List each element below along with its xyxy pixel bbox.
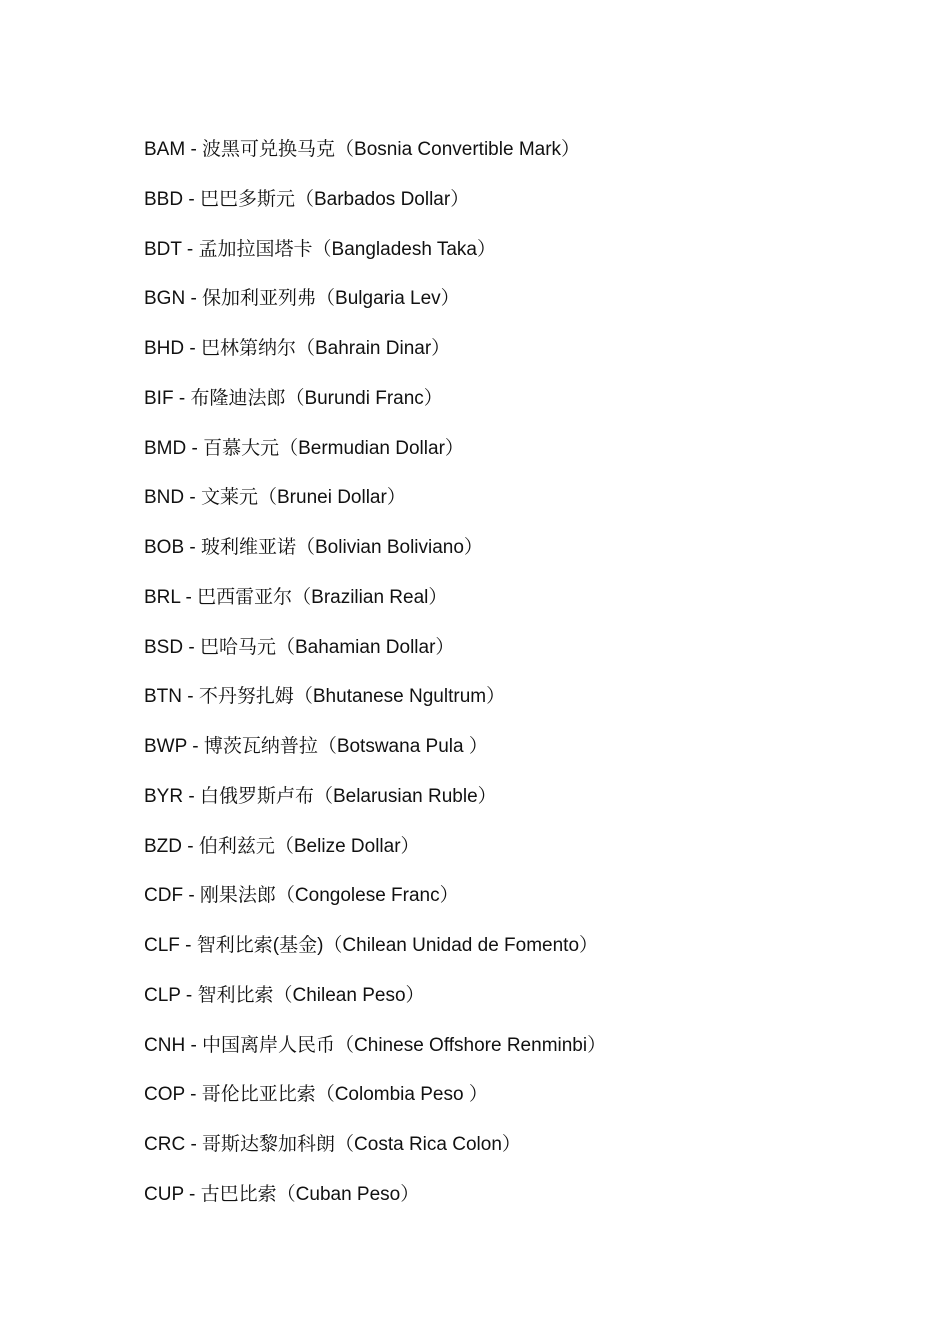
currency-item-bdt: BDT - 孟加拉国塔卡（Bangladesh Taka） [144,238,496,260]
currency-item-crc: CRC - 哥斯达黎加科朗（Costa Rica Colon） [144,1134,521,1155]
currency-item-clp: CLP - 智利比索（Chilean Peso） [144,984,425,1006]
currency-item-bnd: BND - 文莱元（Brunei Dollar） [144,487,406,509]
currency-item-cop: COP - 哥伦比亚比索（Colombia Peso ） [144,1084,488,1106]
currency-item-bam: BAM - 波黑可兑换马克（Bosnia Convertible Mark） [144,139,581,160]
currency-list [144,132,606,1227]
currency-item-btn: BTN - 不丹努扎姆（Bhutanese Ngultrum） [144,686,506,708]
currency-item-bmd: BMD - 百慕大元（Bermudian Dollar） [144,437,464,459]
currency-item-bwp: BWP - 博茨瓦纳普拉（Botswana Pula ） [144,736,488,757]
currency-item-bgn: BGN - 保加利亚列弗（Bulgaria Lev） [144,288,460,310]
currency-item-cnh: CNH - 中国离岸人民币（Chinese Offshore Renminbi） [144,1034,607,1056]
currency-item-byr: BYR - 白俄罗斯卢布（Belarusian Ruble） [144,785,497,807]
currency-item-cup: CUP - 古巴比索（Cuban Peso） [144,1183,420,1205]
currency-item-bhd: BHD - 巴林第纳尔（Bahrain Dinar） [144,338,451,359]
currency-item-bif: BIF - 布隆迪法郎（Burundi Franc） [144,387,443,409]
currency-item-bbd: BBD - 巴巴多斯元（Barbados Dollar） [144,188,470,210]
currency-item-brl: BRL - 巴西雷亚尔（Brazilian Real） [144,586,448,608]
currency-item-bsd: BSD - 巴哈马元（Bahamian Dollar） [144,636,455,658]
currency-item-cdf: CDF - 刚果法郎（Congolese Franc） [144,885,459,907]
currency-item-bzd: BZD - 伯利兹元（Belize Dollar） [144,835,420,857]
currency-item-bob: BOB - 玻利维亚诺（Bolivian Boliviano） [144,537,483,558]
currency-item-clf: CLF - 智利比索(基金)（Chilean Unidad de Fomento） [144,935,599,956]
